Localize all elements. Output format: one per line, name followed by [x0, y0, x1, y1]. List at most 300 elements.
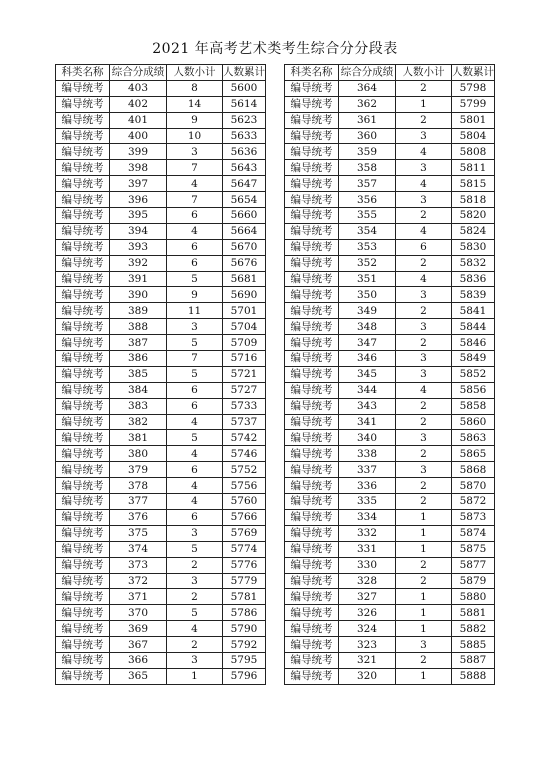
cell-count: 1	[396, 541, 452, 557]
cell-score: 379	[110, 462, 167, 478]
cell-cumulative: 5727	[223, 382, 266, 398]
table-header-row	[285, 65, 495, 81]
header-score: 综合分成绩	[339, 65, 396, 81]
table-row	[285, 668, 495, 684]
table-row	[56, 414, 266, 430]
cell-score: 360	[339, 128, 396, 144]
cell-cumulative: 5888	[452, 668, 495, 684]
cell-score: 331	[339, 541, 396, 557]
cell-cumulative: 5858	[452, 398, 495, 414]
cell-count: 1	[396, 509, 452, 525]
cell-category: 编导统考	[56, 112, 110, 128]
cell-cumulative: 5676	[223, 255, 266, 271]
cell-score: 396	[110, 192, 167, 208]
table-row	[56, 509, 266, 525]
cell-cumulative: 5818	[452, 192, 495, 208]
table-row	[56, 144, 266, 160]
table-row	[285, 398, 495, 414]
cell-count: 4	[167, 176, 223, 192]
cell-score: 347	[339, 335, 396, 351]
cell-cumulative: 5798	[452, 80, 495, 96]
cell-category: 编导统考	[285, 287, 339, 303]
cell-cumulative: 5811	[452, 160, 495, 176]
cell-count: 3	[396, 128, 452, 144]
cell-category: 编导统考	[56, 287, 110, 303]
cell-score: 324	[339, 621, 396, 637]
cell-count: 2	[396, 398, 452, 414]
cell-category: 编导统考	[285, 223, 339, 239]
cell-category: 编导统考	[285, 557, 339, 573]
cell-score: 394	[110, 223, 167, 239]
cell-count: 4	[396, 223, 452, 239]
cell-category: 编导统考	[56, 96, 110, 112]
cell-cumulative: 5836	[452, 271, 495, 287]
table-row	[285, 525, 495, 541]
table-row	[56, 605, 266, 621]
table-row	[285, 287, 495, 303]
table-row	[56, 573, 266, 589]
cell-score: 376	[110, 509, 167, 525]
cell-category: 编导统考	[285, 509, 339, 525]
table-row	[285, 335, 495, 351]
cell-cumulative: 5865	[452, 446, 495, 462]
cell-score: 375	[110, 525, 167, 541]
cell-category: 编导统考	[56, 239, 110, 255]
table-row	[285, 303, 495, 319]
cell-count: 1	[396, 668, 452, 684]
table-row	[285, 239, 495, 255]
table-row	[56, 382, 266, 398]
cell-category: 编导统考	[56, 192, 110, 208]
cell-score: 321	[339, 652, 396, 668]
cell-score: 401	[110, 112, 167, 128]
cell-category: 编导统考	[285, 144, 339, 160]
cell-category: 编导统考	[56, 398, 110, 414]
cell-category: 编导统考	[285, 589, 339, 605]
table-row	[285, 446, 495, 462]
cell-category: 编导统考	[56, 446, 110, 462]
cell-cumulative: 5863	[452, 430, 495, 446]
cell-count: 7	[167, 160, 223, 176]
cell-count: 14	[167, 96, 223, 112]
cell-count: 4	[167, 223, 223, 239]
cell-category: 编导统考	[285, 366, 339, 382]
cell-cumulative: 5647	[223, 176, 266, 192]
cell-category: 编导统考	[56, 382, 110, 398]
cell-count: 2	[396, 557, 452, 573]
cell-count: 6	[167, 509, 223, 525]
cell-score: 349	[339, 303, 396, 319]
table-header-row	[56, 65, 266, 81]
cell-cumulative: 5660	[223, 208, 266, 224]
cell-category: 编导统考	[285, 319, 339, 335]
cell-score: 391	[110, 271, 167, 287]
cell-count: 3	[167, 525, 223, 541]
cell-score: 397	[110, 176, 167, 192]
table-row	[56, 80, 266, 96]
cell-category: 编导统考	[56, 589, 110, 605]
cell-cumulative: 5877	[452, 557, 495, 573]
cell-score: 378	[110, 478, 167, 494]
cell-cumulative: 5774	[223, 541, 266, 557]
cell-count: 9	[167, 112, 223, 128]
cell-count: 5	[167, 541, 223, 557]
cell-count: 5	[167, 605, 223, 621]
table-row	[285, 208, 495, 224]
cell-cumulative: 5796	[223, 668, 266, 684]
cell-cumulative: 5733	[223, 398, 266, 414]
cell-cumulative: 5872	[452, 494, 495, 510]
table-row	[56, 223, 266, 239]
cell-score: 367	[110, 637, 167, 653]
cell-count: 3	[396, 462, 452, 478]
cell-count: 5	[167, 335, 223, 351]
cell-count: 4	[167, 478, 223, 494]
table-row	[285, 319, 495, 335]
table-row	[56, 176, 266, 192]
table-row	[285, 637, 495, 653]
table-row	[56, 112, 266, 128]
cell-cumulative: 5856	[452, 382, 495, 398]
cell-category: 编导统考	[285, 382, 339, 398]
cell-cumulative: 5636	[223, 144, 266, 160]
table-row	[285, 494, 495, 510]
header-category: 科类名称	[56, 65, 110, 81]
cell-score: 372	[110, 573, 167, 589]
cell-category: 编导统考	[56, 144, 110, 160]
cell-cumulative: 5664	[223, 223, 266, 239]
table-row	[56, 255, 266, 271]
cell-category: 编导统考	[56, 176, 110, 192]
cell-score: 337	[339, 462, 396, 478]
cell-category: 编导统考	[285, 525, 339, 541]
cell-count: 2	[396, 446, 452, 462]
cell-count: 6	[396, 239, 452, 255]
cell-score: 400	[110, 128, 167, 144]
cell-score: 373	[110, 557, 167, 573]
cell-count: 4	[396, 144, 452, 160]
cell-count: 4	[396, 176, 452, 192]
table-row	[285, 176, 495, 192]
cell-score: 346	[339, 351, 396, 367]
cell-category: 编导统考	[56, 478, 110, 494]
table-row	[285, 652, 495, 668]
cell-score: 355	[339, 208, 396, 224]
cell-score: 338	[339, 446, 396, 462]
cell-cumulative: 5766	[223, 509, 266, 525]
cell-count: 3	[396, 192, 452, 208]
cell-score: 323	[339, 637, 396, 653]
cell-cumulative: 5804	[452, 128, 495, 144]
cell-count: 4	[167, 621, 223, 637]
cell-count: 3	[396, 366, 452, 382]
table-row	[285, 589, 495, 605]
table-row	[56, 398, 266, 414]
table-row	[285, 223, 495, 239]
cell-count: 2	[396, 573, 452, 589]
table-row	[285, 255, 495, 271]
cell-count: 2	[396, 255, 452, 271]
cell-score: 358	[339, 160, 396, 176]
cell-count: 2	[396, 652, 452, 668]
cell-score: 344	[339, 382, 396, 398]
cell-score: 332	[339, 525, 396, 541]
table-row	[56, 494, 266, 510]
cell-cumulative: 5795	[223, 652, 266, 668]
table-row	[285, 112, 495, 128]
cell-cumulative: 5690	[223, 287, 266, 303]
header-cumulative: 人数累计	[452, 66, 494, 79]
cell-cumulative: 5860	[452, 414, 495, 430]
cell-cumulative: 5600	[223, 80, 266, 96]
cell-category: 编导统考	[56, 525, 110, 541]
cell-category: 编导统考	[285, 112, 339, 128]
cell-category: 编导统考	[56, 509, 110, 525]
cell-cumulative: 5830	[452, 239, 495, 255]
cell-count: 1	[396, 96, 452, 112]
table-row	[56, 589, 266, 605]
cell-category: 编导统考	[285, 335, 339, 351]
cell-cumulative: 5839	[452, 287, 495, 303]
cell-count: 3	[396, 160, 452, 176]
cell-count: 4	[396, 382, 452, 398]
cell-score: 402	[110, 96, 167, 112]
cell-cumulative: 5870	[452, 478, 495, 494]
cell-category: 编导统考	[285, 541, 339, 557]
cell-score: 387	[110, 335, 167, 351]
cell-cumulative: 5737	[223, 414, 266, 430]
cell-score: 361	[339, 112, 396, 128]
cell-score: 382	[110, 414, 167, 430]
cell-cumulative: 5776	[223, 557, 266, 573]
cell-score: 395	[110, 208, 167, 224]
header-count: 人数小计	[167, 65, 223, 81]
table-row	[285, 192, 495, 208]
cell-cumulative: 5844	[452, 319, 495, 335]
cell-cumulative: 5832	[452, 255, 495, 271]
cell-cumulative: 5799	[452, 96, 495, 112]
cell-score: 384	[110, 382, 167, 398]
cell-score: 328	[339, 573, 396, 589]
cell-score: 341	[339, 414, 396, 430]
cell-category: 编导统考	[56, 668, 110, 684]
cell-category: 编导统考	[56, 605, 110, 621]
cell-count: 3	[396, 637, 452, 653]
cell-cumulative: 5824	[452, 223, 495, 239]
cell-category: 编导统考	[285, 494, 339, 510]
table-row	[285, 430, 495, 446]
cell-category: 编导统考	[56, 573, 110, 589]
table-row	[56, 446, 266, 462]
table-row	[285, 605, 495, 621]
table-row	[56, 668, 266, 684]
cell-score: 352	[339, 255, 396, 271]
table-row	[56, 430, 266, 446]
cell-category: 编导统考	[56, 414, 110, 430]
cell-count: 2	[396, 112, 452, 128]
cell-category: 编导统考	[56, 255, 110, 271]
cell-count: 6	[167, 462, 223, 478]
cell-category: 编导统考	[56, 223, 110, 239]
cell-score: 383	[110, 398, 167, 414]
cell-category: 编导统考	[285, 128, 339, 144]
cell-cumulative: 5654	[223, 192, 266, 208]
table-row	[285, 80, 495, 96]
cell-cumulative: 5801	[452, 112, 495, 128]
table-row	[285, 382, 495, 398]
cell-count: 9	[167, 287, 223, 303]
cell-score: 353	[339, 239, 396, 255]
cell-cumulative: 5815	[452, 176, 495, 192]
cell-cumulative: 5779	[223, 573, 266, 589]
table-row	[285, 621, 495, 637]
cell-cumulative: 5701	[223, 303, 266, 319]
cell-count: 6	[167, 255, 223, 271]
table-row	[56, 621, 266, 637]
cell-count: 6	[167, 208, 223, 224]
table-row	[56, 160, 266, 176]
cell-count: 1	[396, 589, 452, 605]
cell-score: 330	[339, 557, 396, 573]
cell-count: 3	[167, 319, 223, 335]
cell-category: 编导统考	[285, 239, 339, 255]
cell-count: 6	[167, 398, 223, 414]
cell-count: 5	[167, 271, 223, 287]
cell-score: 327	[339, 589, 396, 605]
cell-category: 编导统考	[56, 303, 110, 319]
cell-cumulative: 5841	[452, 303, 495, 319]
table-row	[285, 160, 495, 176]
header-category: 科类名称	[285, 65, 339, 81]
cell-cumulative: 5792	[223, 637, 266, 653]
cell-count: 2	[396, 303, 452, 319]
cell-category: 编导统考	[56, 366, 110, 382]
cell-cumulative: 5746	[223, 446, 266, 462]
cell-count: 11	[167, 303, 223, 319]
cell-category: 编导统考	[285, 351, 339, 367]
cell-category: 编导统考	[56, 430, 110, 446]
table-row	[285, 541, 495, 557]
cell-count: 5	[167, 366, 223, 382]
cell-count: 3	[396, 351, 452, 367]
cell-category: 编导统考	[285, 668, 339, 684]
cell-cumulative: 5614	[223, 96, 266, 112]
cell-count: 3	[396, 287, 452, 303]
cell-cumulative: 5873	[452, 509, 495, 525]
cell-category: 编导统考	[56, 208, 110, 224]
cell-cumulative: 5742	[223, 430, 266, 446]
cell-score: 385	[110, 366, 167, 382]
cell-score: 320	[339, 668, 396, 684]
cell-count: 6	[167, 382, 223, 398]
cell-cumulative: 5709	[223, 335, 266, 351]
cell-cumulative: 5875	[452, 541, 495, 557]
table-row	[56, 239, 266, 255]
cell-cumulative: 5879	[452, 573, 495, 589]
cell-score: 388	[110, 319, 167, 335]
cell-category: 编导统考	[56, 128, 110, 144]
cell-cumulative: 5760	[223, 494, 266, 510]
table-row	[285, 271, 495, 287]
cell-cumulative: 5670	[223, 239, 266, 255]
cell-count: 4	[167, 414, 223, 430]
cell-score: 386	[110, 351, 167, 367]
cell-score: 403	[110, 80, 167, 96]
cell-score: 374	[110, 541, 167, 557]
table-row	[285, 573, 495, 589]
page-title: 2021 年高考艺术类考生综合分分段表	[152, 41, 398, 57]
cell-count: 4	[167, 494, 223, 510]
cell-cumulative: 5880	[452, 589, 495, 605]
cell-cumulative: 5704	[223, 319, 266, 335]
cell-score: 351	[339, 271, 396, 287]
cell-count: 2	[167, 557, 223, 573]
cell-score: 389	[110, 303, 167, 319]
cell-count: 3	[396, 319, 452, 335]
cell-category: 编导统考	[285, 192, 339, 208]
header-count: 人数小计	[396, 65, 452, 81]
cell-category: 编导统考	[56, 271, 110, 287]
cell-count: 4	[396, 271, 452, 287]
cell-category: 编导统考	[56, 557, 110, 573]
cell-score: 380	[110, 446, 167, 462]
table-row	[285, 128, 495, 144]
cell-count: 7	[167, 351, 223, 367]
cell-category: 编导统考	[56, 351, 110, 367]
table-row	[56, 462, 266, 478]
cell-category: 编导统考	[285, 271, 339, 287]
table-row	[56, 335, 266, 351]
cell-count: 2	[396, 80, 452, 96]
cell-cumulative: 5769	[223, 525, 266, 541]
cell-category: 编导统考	[56, 621, 110, 637]
cell-cumulative: 5846	[452, 335, 495, 351]
table-row	[56, 128, 266, 144]
cell-score: 334	[339, 509, 396, 525]
cell-score: 350	[339, 287, 396, 303]
table-row	[56, 303, 266, 319]
score-table-left	[55, 64, 266, 685]
cell-category: 编导统考	[56, 541, 110, 557]
cell-category: 编导统考	[56, 494, 110, 510]
table-row	[56, 637, 266, 653]
cell-count: 1	[396, 525, 452, 541]
cell-category: 编导统考	[56, 462, 110, 478]
cell-category: 编导统考	[56, 160, 110, 176]
cell-cumulative: 5852	[452, 366, 495, 382]
cell-count: 6	[167, 239, 223, 255]
cell-score: 365	[110, 668, 167, 684]
cell-score: 357	[339, 176, 396, 192]
cell-cumulative: 5790	[223, 621, 266, 637]
cell-cumulative: 5887	[452, 652, 495, 668]
cell-category: 编导统考	[285, 255, 339, 271]
cell-score: 364	[339, 80, 396, 96]
cell-cumulative: 5874	[452, 525, 495, 541]
table-row	[285, 414, 495, 430]
cell-score: 381	[110, 430, 167, 446]
table-row	[56, 478, 266, 494]
cell-score: 370	[110, 605, 167, 621]
cell-score: 359	[339, 144, 396, 160]
cell-category: 编导统考	[285, 176, 339, 192]
cell-score: 393	[110, 239, 167, 255]
table-row	[285, 478, 495, 494]
cell-cumulative: 5756	[223, 478, 266, 494]
cell-category: 编导统考	[56, 637, 110, 653]
cell-score: 356	[339, 192, 396, 208]
cell-cumulative: 5623	[223, 112, 266, 128]
